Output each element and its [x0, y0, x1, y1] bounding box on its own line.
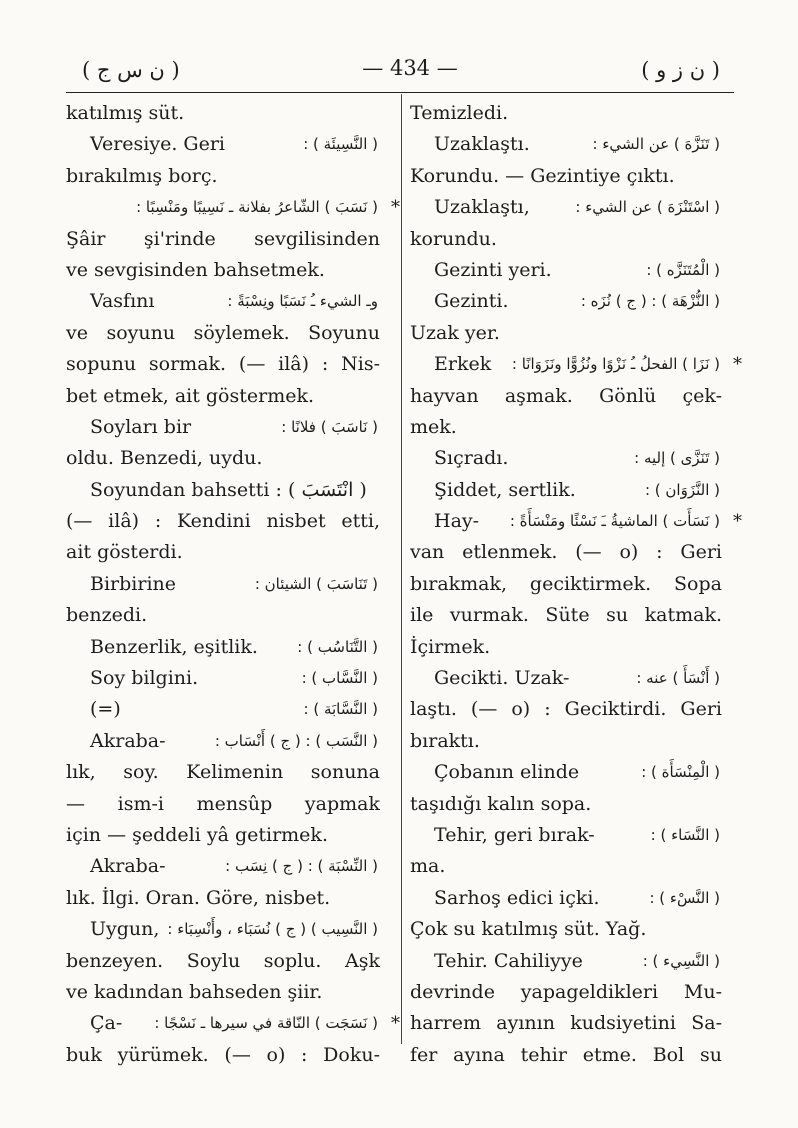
right-column [410, 98, 742, 1071]
dictionary-line [66, 224, 380, 255]
turkish-text: Gezinti yeri. [434, 258, 552, 281]
turkish-text: Akraba- [90, 855, 166, 878]
dictionary-line [410, 286, 722, 317]
header-rule [66, 92, 734, 93]
arabic-headword: ( النَّسَّاب ) : [301, 669, 378, 688]
entry-star-marker: * [391, 1013, 400, 1035]
turkish-text: Uzaklaştı, [434, 196, 530, 219]
turkish-text: Hay- [434, 510, 480, 533]
arabic-headword: ( النَّسْء ) : [649, 888, 720, 907]
dictionary-line [66, 506, 380, 537]
dictionary-line [66, 98, 380, 129]
arabic-headword: ( نَاسَبَ ) فلانًا : [281, 417, 378, 436]
dictionary-line [410, 883, 722, 914]
turkish-text: bet etmek, ait göstermek. [66, 384, 315, 407]
dictionary-line [410, 192, 722, 223]
arabic-headword: وـ الشيء ـُ نَسَبًا ونِسْبَةً : [227, 292, 378, 311]
dictionary-line [410, 1040, 722, 1071]
page-number: — 434 — [362, 56, 458, 80]
turkish-text: Uygun, [90, 918, 160, 941]
turkish-text: — ism-i mensûp yapmak [66, 792, 380, 815]
dictionary-line [410, 789, 722, 820]
dictionary-line [410, 412, 722, 443]
dictionary-line [410, 851, 722, 882]
dictionary-line [410, 255, 722, 286]
arabic-headword: ( تَنَزَّى ) إليه : [634, 449, 720, 468]
dictionary-line [66, 977, 380, 1008]
dictionary-line [410, 98, 722, 129]
dictionary-line [410, 443, 722, 474]
turkish-text: devrinde yapageldikleri Mu- [410, 980, 722, 1003]
turkish-text: ma. [410, 855, 446, 878]
arabic-headword: ( النَّسِيب ) ( ج ) نُسَبَاء ، وأَنْسِبَاء : [167, 920, 378, 939]
turkish-text: Vasfını [90, 290, 155, 313]
turkish-text: ait gösterdi. [66, 541, 183, 564]
dictionary-line [410, 663, 722, 694]
arabic-headword: ( نَسَأَت ) الماشيةُ ـَ نَسْئًا ومَنْسَأَةً : [509, 512, 720, 531]
column-divider [401, 94, 402, 1044]
turkish-text: Soy bilgini. [90, 667, 199, 690]
turkish-text: mek. [410, 415, 457, 438]
dictionary-line [66, 789, 380, 820]
dictionary-line [410, 129, 722, 160]
dictionary-line [66, 946, 380, 977]
dictionary-line [66, 318, 380, 349]
entry-star-marker: * [733, 511, 742, 533]
turkish-text: için — şeddeli yâ getirmek. [66, 823, 328, 846]
turkish-text: sopunu sormak. (— ilâ) : Nis- [66, 353, 380, 376]
dictionary-line [66, 632, 380, 663]
left-column [66, 98, 400, 1071]
dictionary-line [66, 255, 380, 286]
turkish-text: harrem ayının kudsiyetini Sa- [410, 1012, 722, 1035]
turkish-text: hayvan aşmak. Gönlü çek- [410, 384, 722, 407]
turkish-text: ve soyunu söylemek. Soyunu [66, 321, 380, 344]
turkish-text: Temizledi. [410, 102, 509, 124]
dictionary-line [410, 224, 722, 255]
dictionary-line [66, 726, 380, 757]
arabic-headword: ( النُّزْهَة ) : ( ج ) نُزَه : [580, 292, 720, 311]
arabic-headword: ( التَّنَاسُب ) : [297, 637, 378, 656]
dictionary-line [66, 1040, 380, 1071]
dictionary-line [410, 977, 722, 1008]
turkish-text: katılmış süt. [66, 102, 185, 124]
turkish-text: Sarhoş edici içki. [434, 886, 600, 909]
turkish-text: Gecikti. Uzak- [434, 667, 570, 690]
dictionary-line [410, 381, 722, 412]
entry-star-marker: * [733, 354, 742, 376]
arabic-headword: ( النَّسِيء ) : [642, 951, 720, 970]
dictionary-line [66, 381, 380, 412]
dictionary-line [410, 475, 722, 506]
dictionary-line [410, 694, 722, 725]
dictionary-line [66, 129, 380, 160]
turkish-text: Tehir, geri bırak- [434, 823, 595, 846]
dictionary-line [66, 443, 380, 474]
dictionary-line [410, 349, 742, 380]
turkish-text: Tehir. Cahiliyye [434, 949, 583, 972]
arabic-headword: ( تَنَاسَبَ ) الشيئان : [254, 574, 378, 593]
turkish-text: benzedi. [66, 604, 148, 627]
dictionary-line [66, 286, 380, 317]
arabic-headword: ( اسْتَنْزَهَ ) عن الشيء : [575, 198, 720, 217]
turkish-text: bırakmak, geciktirmek. Sopa [410, 572, 722, 595]
dictionary-line [410, 161, 722, 192]
turkish-text: bırakılmış borç. [66, 164, 218, 187]
turkish-text: ve sevgisinden bahsetmek. [66, 258, 325, 281]
header-right-keyword: ( ن ز و ) [641, 58, 720, 82]
turkish-text: ve kadından bahseden şiir. [66, 980, 323, 1003]
dictionary-line [66, 569, 380, 600]
turkish-text: (=) [90, 698, 121, 721]
page-header [70, 52, 730, 92]
turkish-text: Birbirine [90, 572, 177, 595]
dictionary-line [410, 946, 722, 977]
dictionary-line [66, 349, 380, 380]
turkish-text: Ça- [90, 1012, 123, 1035]
turkish-text: buk yürümek. (— o) : Doku- [66, 1043, 380, 1066]
dictionary-line [66, 820, 380, 851]
arabic-headword: ( النِّسْبَة ) : ( ج ) نِسَب : [225, 857, 378, 876]
arabic-headword: ( الْمُتَنَزَّه ) : [646, 260, 720, 279]
header-left-keyword: ( ن س ج ) [82, 58, 180, 82]
turkish-text: lık, soy. Kelimenin sonuna [66, 761, 380, 784]
turkish-text: oldu. Benzedi, uydu. [66, 447, 263, 470]
arabic-headword: ( النَّسِيئَة ) : [303, 135, 378, 154]
turkish-text: Şâir şi'rinde sevgilisinden [66, 227, 380, 250]
turkish-text: Çobanın elinde [434, 761, 580, 784]
turkish-text: Benzerlik, eşitlik. [90, 635, 258, 658]
dictionary-line [410, 569, 722, 600]
dictionary-line [410, 632, 722, 663]
turkish-text: Sıçradı. [434, 447, 509, 470]
dictionary-line [410, 600, 722, 631]
dictionary-line [410, 1008, 722, 1039]
turkish-text: Veresiye. Geri [90, 133, 226, 156]
turkish-text: bıraktı. [410, 729, 480, 752]
dictionary-line [66, 914, 380, 945]
turkish-text: korundu. [410, 227, 497, 250]
turkish-text: Gezinti. [434, 290, 509, 313]
turkish-text: Erkek [434, 353, 492, 376]
dictionary-line [66, 883, 380, 914]
entry-star-marker: * [391, 197, 400, 219]
dictionary-line [66, 192, 400, 223]
turkish-text: benzeyen. Soylu soplu. Aşk [66, 949, 380, 972]
dictionary-line [410, 820, 722, 851]
dictionary-line [66, 663, 380, 694]
turkish-text: Korundu. — Gezintiye çıktı. [410, 164, 675, 187]
dictionary-line [410, 318, 722, 349]
dictionary-line [410, 914, 722, 945]
turkish-text: İçirmek. [410, 635, 491, 658]
dictionary-line [66, 694, 380, 725]
arabic-headword: ( النَّزَوَان ) : [644, 480, 720, 499]
turkish-text: Uzak yer. [410, 321, 500, 344]
arabic-headword: ( النَّسَّابَة ) : [303, 700, 378, 719]
turkish-text: laştı. (— o) : Geciktirdi. Geri [410, 698, 722, 721]
dictionary-line [410, 726, 722, 757]
turkish-text: van etlenmek. (— o) : Geri [410, 541, 722, 564]
arabic-headword: ( أَنْسَأَ ) عنه : [636, 669, 720, 688]
dictionary-line [66, 412, 380, 443]
dictionary-line [66, 161, 380, 192]
dictionary-line [66, 1008, 400, 1039]
turkish-text: ile vurmak. Süte su katmak. [410, 604, 722, 627]
arabic-headword: ( النَّسَاء ) : [650, 825, 720, 844]
turkish-text: Soyları bir [90, 415, 192, 438]
dictionary-line [66, 757, 380, 788]
dictionary-line [66, 851, 380, 882]
dictionary-line [66, 600, 380, 631]
dictionary-line [410, 757, 722, 788]
arabic-headword: ( الْمِنْسَأَة ) : [641, 763, 720, 782]
turkish-text: (— ilâ) : Kendini nisbet etti, [66, 510, 380, 533]
turkish-text: lık. İlgi. Oran. Göre, nisbet. [66, 886, 331, 909]
turkish-text: Akraba- [90, 729, 166, 752]
turkish-text: Uzaklaştı. [434, 133, 530, 156]
turkish-text: Soyundan bahsetti : ( انْتَسَبَ ) [90, 478, 367, 501]
dictionary-line [410, 506, 742, 537]
turkish-text: taşıdığı kalın sopa. [410, 792, 592, 815]
arabic-headword: ( نَسَجَت ) النّاقة في سيرها ـ نَسْجًا : [154, 1014, 378, 1033]
arabic-headword: ( تَنَزَّهَ ) عن الشيء : [592, 135, 720, 154]
arabic-headword: ( النَّسَب ) : ( ج ) أَنْسَاب : [214, 731, 378, 750]
turkish-text: Şiddet, sertlik. [434, 478, 576, 501]
dictionary-line [66, 537, 380, 568]
dictionary-line [66, 475, 380, 506]
arabic-headword: ( نَزَا ) الفحلُ ـُ نَزْوًا ونُزُوًّا ونَزَوَانًا : [511, 355, 720, 374]
turkish-text: fer ayına tehir etme. Bol su [410, 1043, 722, 1066]
turkish-text: Çok su katılmış süt. Yağ. [410, 918, 647, 941]
arabic-headword: ( نَسَبَ ) الشّاعرُ بفلانة ـ نَسِيبًا ومَنْسِبًا : [136, 198, 378, 217]
dictionary-line [410, 537, 722, 568]
